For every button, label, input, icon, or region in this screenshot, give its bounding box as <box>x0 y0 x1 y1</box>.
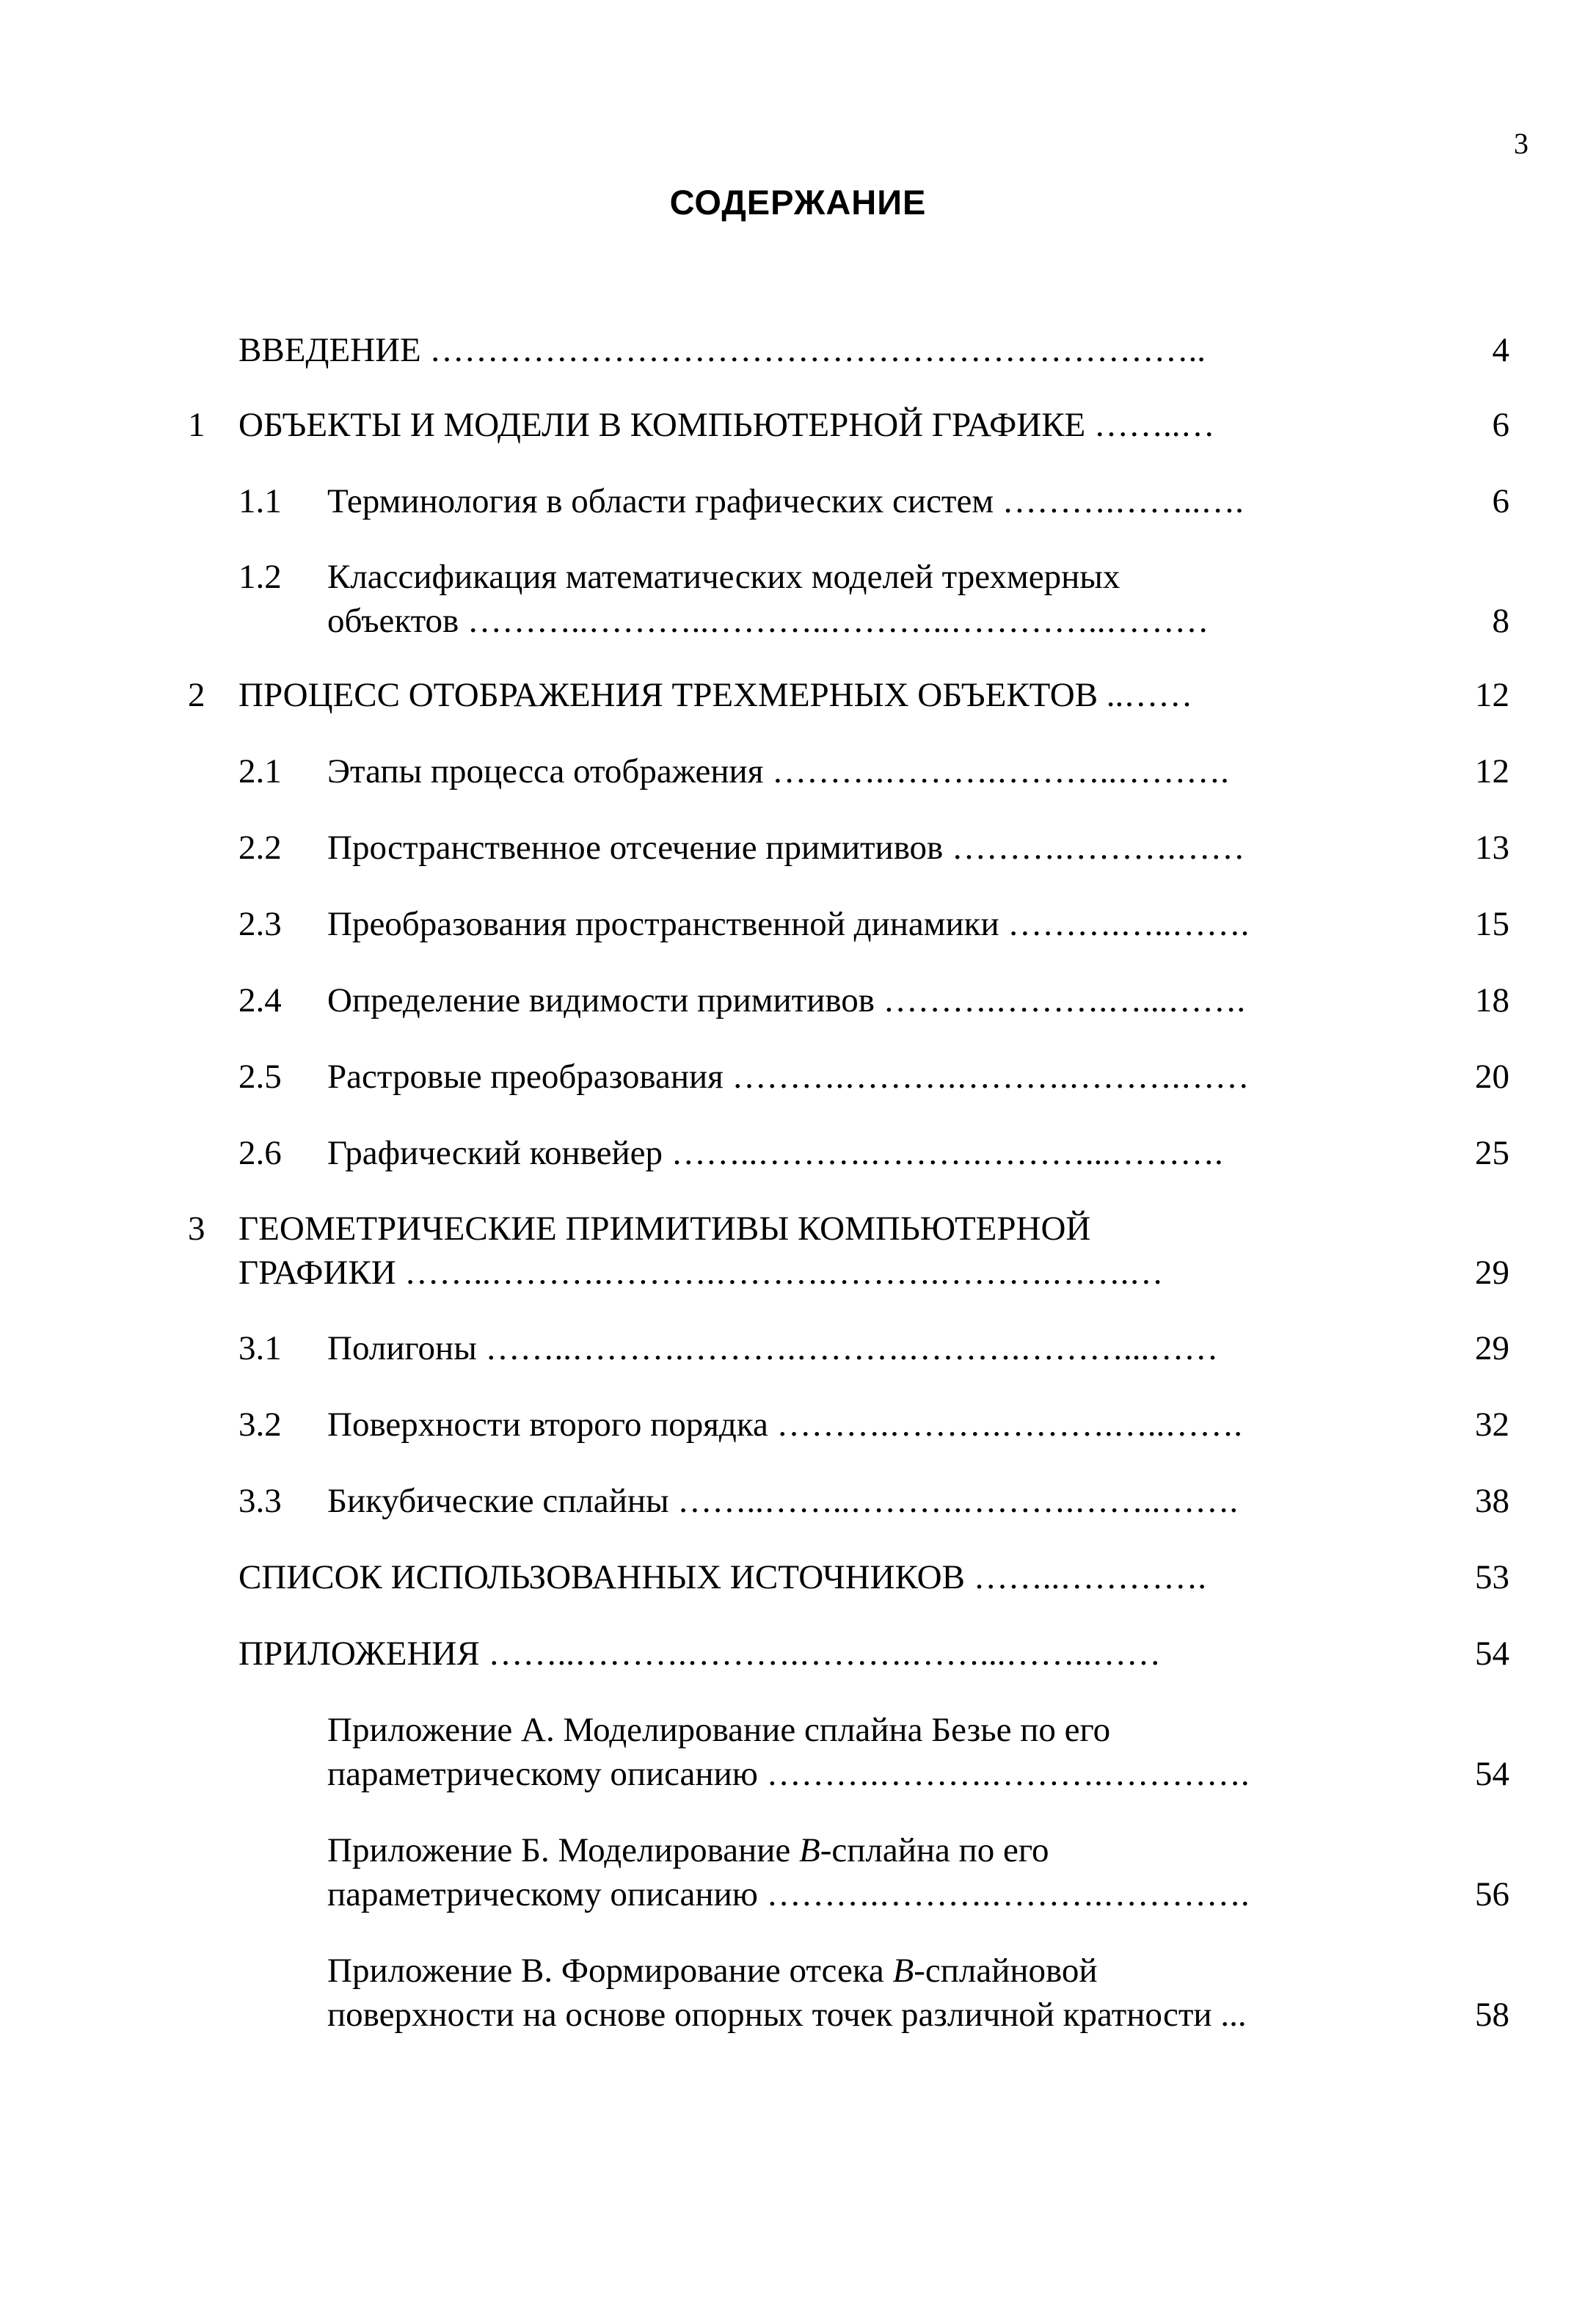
toc-entry-text: ПРОЦЕСС ОТОБРАЖЕНИЯ ТРЕХМЕРНЫХ ОБЪЕКТОВ ..…… <box>238 676 1193 714</box>
toc-page-number: 12 <box>1475 676 1509 714</box>
toc-entry-2-5[interactable] <box>0 1054 1596 1099</box>
toc-entry-appendix-a-continued[interactable] <box>0 1751 1596 1797</box>
toc-entry-text: ГЕОМЕТРИЧЕСКИЕ ПРИМИТИВЫ КОМПЬЮТЕРНОЙ <box>238 1210 1091 1248</box>
toc-entry-text: Бикубические сплайны ……..……..……….……….……..……. <box>327 1482 1239 1520</box>
toc-entry-appendices[interactable] <box>0 1631 1596 1676</box>
toc-entry-text: объектов ………..………..………..………..…………..……… <box>327 602 1209 640</box>
toc-page-number: 54 <box>1475 1635 1509 1673</box>
toc-entry-text: ВВЕДЕНИЕ ………………………………………………………….. <box>238 331 1206 369</box>
toc-entry-number: 2.3 <box>238 905 282 943</box>
toc-page-number: 53 <box>1475 1558 1509 1596</box>
toc-page-number: 13 <box>1475 829 1509 867</box>
toc-entry-number: 3.3 <box>238 1482 282 1520</box>
toc-entry-number: 1 <box>188 406 205 444</box>
toc-entry-2-2[interactable] <box>0 825 1596 870</box>
toc-page-number: 54 <box>1475 1755 1509 1793</box>
toc-entry-chapter-1[interactable] <box>0 402 1596 448</box>
toc-entry-number: 1.2 <box>238 558 282 596</box>
toc-entry-number: 2.2 <box>238 829 282 867</box>
toc-entry-1-2[interactable] <box>0 554 1596 600</box>
toc-page-number: 12 <box>1475 752 1509 790</box>
toc-entry-number: 1.1 <box>238 482 282 520</box>
toc-entry-text: Классификация математических моделей трехмерных <box>327 558 1121 596</box>
toc-page-number: 38 <box>1475 1482 1509 1520</box>
toc-entry-text: ОБЪЕКТЫ И МОДЕЛИ В КОМПЬЮТЕРНОЙ ГРАФИКЕ ……..… <box>238 406 1215 444</box>
toc-entry-introduction[interactable] <box>0 327 1596 373</box>
toc-entry-text: параметрическому описанию ……….……….……….…………. <box>327 1755 1250 1793</box>
toc-entry-number: 3.2 <box>238 1406 282 1444</box>
toc-entry-number: 3.1 <box>238 1329 282 1367</box>
toc-entry-appendix-b[interactable] <box>0 1828 1596 1873</box>
toc-entry-text: ПРИЛОЖЕНИЯ ……..……….……….……….……...……..…… <box>238 1635 1161 1673</box>
toc-entry-2-3[interactable] <box>0 901 1596 947</box>
toc-entry-chapter-2[interactable] <box>0 672 1596 718</box>
toc-entry-text: Преобразования пространственной динамики ……….…..……. <box>327 905 1250 943</box>
toc-entry-text: ГРАФИКИ ……..……….……….……….……….……….…….… <box>238 1254 1164 1292</box>
toc-entry-chapter-3[interactable] <box>0 1206 1596 1251</box>
toc-entry-1-1[interactable] <box>0 479 1596 524</box>
page-title: СОДЕРЖАНИЕ <box>669 183 927 222</box>
toc-page-number: 29 <box>1475 1329 1509 1367</box>
toc-entry-number: 2.5 <box>238 1058 282 1096</box>
toc-page-number: 18 <box>1475 981 1509 1019</box>
toc-page-number: 6 <box>1492 406 1509 444</box>
toc-entry-text: Поверхности второго порядка ……….……….……….…..……. <box>327 1406 1243 1444</box>
toc-entry-3-2[interactable] <box>0 1402 1596 1447</box>
toc-entry-number: 2.6 <box>238 1134 282 1172</box>
toc-entry-text: Растровые преобразования ……….……….……….……….…… <box>327 1058 1250 1096</box>
page-number: 3 <box>1514 127 1528 160</box>
toc-entry-text: Терминология в области графических систем ……….……..…. <box>327 482 1244 520</box>
toc-entry-references[interactable] <box>0 1555 1596 1600</box>
toc-entry-number: 2 <box>188 676 205 714</box>
toc-entry-text: поверхности на основе опорных точек различной кратности ... <box>327 1996 1247 2034</box>
toc-page-number: 56 <box>1475 1875 1509 1913</box>
toc-entry-appendix-v[interactable] <box>0 1948 1596 1993</box>
toc-page-number: 15 <box>1475 905 1509 943</box>
toc-entry-number: 2.4 <box>238 981 282 1019</box>
toc-entry-3-3[interactable] <box>0 1478 1596 1524</box>
toc-entry-appendix-v-continued[interactable] <box>0 1992 1596 2037</box>
toc-page-number: 20 <box>1475 1058 1509 1096</box>
toc-entry-number: 2.1 <box>238 752 282 790</box>
toc-entry-text: Приложение Б. Моделирование B-сплайна по его <box>327 1831 1049 1869</box>
toc-entry-appendix-b-continued[interactable] <box>0 1872 1596 1917</box>
toc-entry-2-1[interactable] <box>0 749 1596 794</box>
toc-page-number: 58 <box>1475 1996 1509 2034</box>
toc-entry-text: Этапы процесса отображения ……….……….………..………. <box>327 752 1229 790</box>
toc-page-number: 25 <box>1475 1134 1509 1172</box>
toc-page-number: 4 <box>1492 331 1509 369</box>
toc-entry-text: Определение видимости примитивов ……….……….…...……. <box>327 981 1246 1019</box>
toc-entry-text: Пространственное отсечение примитивов ……….……….…… <box>327 829 1245 867</box>
toc-entry-chapter-3-continued[interactable] <box>0 1250 1596 1295</box>
toc-entry-text: параметрическому описанию ……….……….……….…………. <box>327 1875 1250 1913</box>
toc-page-number: 29 <box>1475 1254 1509 1292</box>
toc-entry-text: Графический конвейер ……..……….……….………...………. <box>327 1134 1223 1172</box>
toc-entry-1-2-continued[interactable] <box>0 598 1596 644</box>
toc-entry-2-6[interactable] <box>0 1130 1596 1176</box>
toc-entry-appendix-a[interactable] <box>0 1707 1596 1753</box>
toc-page-number: 8 <box>1492 602 1509 640</box>
toc-page-number: 6 <box>1492 482 1509 520</box>
toc-entry-3-1[interactable] <box>0 1326 1596 1371</box>
toc-entry-text: Полигоны ……..……….……….……….……….………...…… <box>327 1329 1219 1367</box>
toc-entry-number: 3 <box>188 1210 205 1248</box>
toc-entry-text: Приложение А. Моделирование сплайна Безье по его <box>327 1711 1111 1749</box>
toc-entry-text: Приложение В. Формирование отсека B-сплайновой <box>327 1952 1098 1990</box>
toc-entry-2-4[interactable] <box>0 978 1596 1023</box>
toc-entry-text: СПИСОК ИСПОЛЬЗОВАННЫХ ИСТОЧНИКОВ ……..…………. <box>238 1558 1206 1596</box>
toc-page-number: 32 <box>1475 1406 1509 1444</box>
